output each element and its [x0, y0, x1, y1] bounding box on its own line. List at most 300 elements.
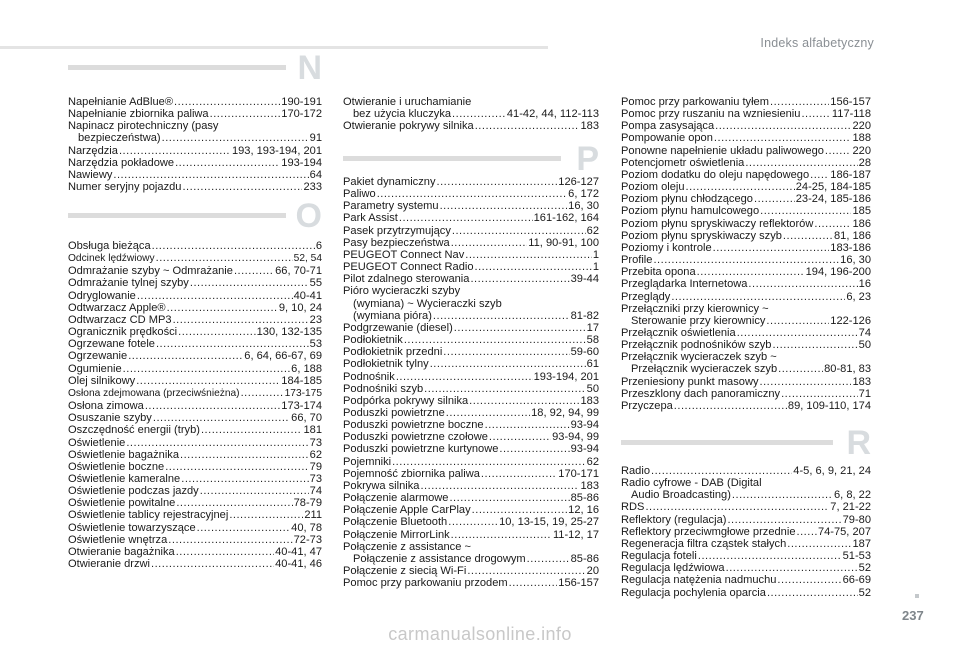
entry-label: Poziom płynu hamulcowego [621, 205, 760, 218]
leader-dots [760, 376, 852, 388]
entry-row [621, 254, 871, 266]
entry-pages: 173-174 [281, 400, 322, 413]
leader-dots [392, 456, 586, 468]
leader-dots [437, 176, 558, 188]
leader-dots [241, 387, 284, 399]
index-entry [343, 529, 599, 541]
index-entry [621, 303, 871, 327]
entry-pages: 28 [858, 156, 871, 169]
entry-label: PEUGEOT Connect Radio [343, 261, 474, 274]
leader-dots [825, 145, 852, 157]
entry-row [343, 108, 599, 120]
entry-row [68, 181, 322, 193]
entry-pages: 122-126 [830, 314, 871, 327]
leader-dots [123, 363, 291, 375]
entry-label: Oświetlenie wnętrza [68, 533, 168, 546]
entry-label: Poziomy i kontrole [621, 241, 712, 254]
entry-pages: 16, 30 [568, 200, 599, 213]
index-entry [343, 371, 599, 383]
entry-row [68, 169, 322, 181]
entry-pages: 17 [586, 321, 599, 334]
entry-pages: 53 [309, 338, 322, 351]
entry-pages: 52, 54 [293, 253, 322, 265]
entry-label: Poziom dodatku do oleju napędowego [621, 168, 810, 181]
entry-label: Oświetlenie podczas jazdy [68, 485, 199, 498]
entry-row [621, 514, 871, 526]
index-entry [68, 449, 322, 461]
entry-label: Pilot zdalnego sterowania [343, 273, 470, 286]
entry-label: Przeglądarka Internetowa [621, 278, 748, 291]
index-entry [68, 120, 322, 144]
entry-label: Przełącznik podnośników szyb [621, 339, 772, 352]
entry-label: Park Assist [343, 212, 398, 225]
entry-row [68, 558, 322, 570]
index-entry [343, 407, 599, 419]
leader-dots [485, 419, 570, 431]
entry-label: Poziom płynu spryskiwaczy szyb [621, 229, 782, 242]
leader-dots [136, 375, 280, 387]
entry-row [68, 412, 322, 424]
entry-pages: 193-194, 201 [533, 370, 599, 383]
leader-dots [726, 562, 858, 574]
entry-pages: 6, 8, 22 [833, 489, 871, 502]
section-rule [68, 213, 286, 218]
entry-row [68, 350, 322, 362]
entry-row [621, 181, 871, 193]
leader-dots [778, 363, 823, 375]
entry-label: Radio cyfrowe - DAB (Digital [621, 477, 762, 490]
entry-label: Podnośniki szyb [343, 382, 424, 395]
leader-dots [745, 157, 857, 169]
section-letter: P [576, 140, 599, 178]
entry-row [621, 388, 871, 400]
index-entry [68, 314, 322, 326]
entry-label: Narzędzia [68, 144, 118, 157]
index-entry [68, 437, 322, 449]
index-entry [621, 218, 871, 230]
leader-dots [424, 383, 585, 395]
leader-dots [440, 200, 568, 212]
leader-dots [174, 96, 280, 108]
entry-label: Poduszki powietrzne kurtynowe [343, 443, 499, 456]
index-entry [621, 169, 871, 181]
entry-row [68, 157, 322, 169]
watermark: carmanualsonline.info [388, 624, 572, 644]
entry-label: Przebita opona [621, 266, 696, 279]
entries-o-continued [343, 96, 599, 132]
leader-dots [754, 193, 795, 205]
entry-label: Pomoc przy parkowaniu tyłem [621, 96, 769, 108]
index-entry [343, 358, 599, 370]
entry-pages: 9, 10, 24 [278, 301, 322, 314]
entry-pages: 72-73 [293, 533, 322, 546]
entry-label: Połączenie Bluetooth [343, 516, 448, 529]
entry-pages: 156-157 [830, 96, 871, 108]
index-entry [68, 145, 322, 157]
entry-sublabel: (wymiana pióra) [353, 309, 432, 322]
index-entry [621, 587, 871, 599]
index-entry [621, 550, 871, 562]
entry-pages: 7, 21-22 [830, 501, 871, 514]
entry-row [343, 504, 599, 516]
index-entry [621, 96, 871, 108]
entry-label: Odryglowanie [68, 289, 136, 302]
leader-dots [481, 468, 557, 480]
entry-label: Odmrażanie tylnej szyby [68, 277, 189, 290]
entry-pages: 51-53 [842, 550, 871, 563]
leader-dots [180, 449, 309, 461]
index-entry [343, 334, 599, 346]
entry-row [343, 553, 599, 565]
leader-dots [766, 315, 829, 327]
leader-dots [234, 265, 274, 277]
entry-pages: 23 [309, 313, 322, 326]
entry-pages: 188 [852, 132, 871, 145]
index-entry [343, 468, 599, 480]
leader-dots [113, 169, 308, 181]
entry-label: Oświetlenie powitalne [68, 497, 176, 510]
entry-label: Podgrzewanie (diesel) [343, 321, 453, 334]
leader-dots [145, 400, 280, 412]
entry-pages: 16, 30 [840, 254, 871, 267]
index-entry [68, 375, 322, 387]
leader-dots [714, 132, 852, 144]
entry-label: Przełączniki przy kierownicy ~ [621, 302, 769, 315]
entry-row [68, 252, 322, 265]
entry-pages: 93-94, 99 [552, 431, 599, 444]
entry-row [621, 230, 871, 242]
entry-label: Olej silnikowy [68, 374, 136, 387]
index-entry [343, 249, 599, 261]
index-entry [621, 465, 871, 477]
entry-pages: 233 [303, 181, 322, 194]
entry-pages: 85-86 [570, 552, 599, 565]
entry-label: Pasek przytrzymujący [343, 224, 451, 237]
index-entry [68, 509, 322, 521]
entry-row [343, 431, 599, 443]
entry-row [621, 489, 871, 501]
entry-row [343, 529, 599, 541]
entry-label: Przyczepa [621, 399, 673, 412]
entry-label: Pojemność zbiornika paliwa [343, 467, 480, 480]
leader-dots [404, 334, 586, 346]
entries-o [68, 240, 322, 570]
entry-pages: 74 [858, 326, 871, 339]
entry-pages: 187 [852, 537, 871, 550]
leader-dots [451, 529, 552, 541]
entry-label: Potencjometr oświetlenia [621, 156, 745, 169]
entry-row [343, 310, 599, 322]
entry-row [68, 265, 322, 277]
index-entry [343, 456, 599, 468]
section-letter: O [295, 197, 322, 235]
entry-label: Ogumienie [68, 362, 122, 375]
entry-pages: 161-162, 164 [533, 212, 599, 225]
entry-label: Połączenie MirrorLink [343, 528, 450, 541]
entry-pages: 16 [858, 278, 871, 291]
leader-dots [472, 504, 568, 516]
index-entry [68, 326, 322, 338]
entry-label: Przełącznik wycieraczek szyb ~ [621, 351, 777, 364]
leader-dots [173, 314, 309, 326]
entry-row [343, 225, 599, 237]
entry-pages: 66, 70-71 [275, 265, 322, 278]
entry-label: Odmrażanie szyby ~ Odmrażanie [68, 265, 233, 278]
entry-row [68, 290, 322, 302]
entry-label: Radio [621, 465, 650, 477]
index-entry [621, 205, 871, 217]
index-entry [621, 145, 871, 157]
section-header-n [68, 48, 322, 88]
leader-dots [651, 465, 792, 477]
index-entry [343, 96, 599, 120]
entry-pages: 185 [852, 205, 871, 218]
index-entry [621, 526, 871, 538]
leader-dots [737, 327, 858, 339]
entry-row [621, 574, 871, 586]
entry-label: Pojemniki [343, 455, 392, 468]
leader-dots [200, 485, 309, 497]
entry-row [68, 522, 322, 534]
entry-label: Oświetlenie towarzyszące [68, 521, 196, 534]
leader-dots [433, 310, 570, 322]
entry-row [343, 492, 599, 504]
section-header-p [343, 139, 599, 179]
entry-row [343, 249, 599, 261]
entry-row [621, 132, 871, 144]
leader-dots [197, 522, 291, 534]
index-entry [343, 480, 599, 492]
entry-label: Reflektory przeciwmgłowe przednie [621, 525, 796, 538]
index-entry [621, 266, 871, 278]
leader-dots [420, 480, 579, 492]
entry-pages: 183-186 [830, 241, 871, 254]
index-entry [343, 273, 599, 285]
entry-pages: 126-127 [558, 176, 599, 188]
entry-label: Nawiewy [68, 168, 113, 181]
index-entry [68, 400, 322, 412]
leader-dots [499, 443, 569, 455]
entry-row [68, 363, 322, 375]
entry-row [343, 358, 599, 370]
index-entry [621, 181, 871, 193]
entry-label: Pompa zasysająca [621, 120, 715, 133]
section-rule [621, 440, 833, 445]
entry-pages: 183 [580, 120, 599, 133]
leader-dots [128, 350, 243, 362]
index-entry [343, 176, 599, 188]
page-header-title: Indeks alfabetyczny [760, 36, 874, 50]
index-entry [68, 497, 322, 509]
entry-row [621, 145, 871, 157]
index-entry [621, 193, 871, 205]
entry-pages: 78-79 [293, 497, 322, 510]
entry-pages: 66, 70 [291, 412, 322, 425]
entry-label: Oświetlenie tablicy rejestracyjnej [68, 509, 229, 522]
entry-row [68, 96, 322, 108]
entry-pages: 11-12, 17 [552, 528, 599, 541]
entry-pages: 62 [586, 224, 599, 237]
leader-dots [168, 534, 292, 546]
entry-pages: 170-171 [558, 467, 599, 480]
entry-label: Poziom płynu chłodzącego [621, 193, 753, 206]
entry-label: Regulacja lędźwiowa [621, 562, 725, 575]
leader-dots [448, 516, 498, 528]
leader-dots [527, 553, 570, 565]
entry-row [343, 334, 599, 346]
leader-dots [182, 181, 302, 193]
index-entry [343, 225, 599, 237]
leader-dots [465, 249, 592, 261]
entry-pages: 18, 92, 94, 99 [531, 406, 599, 419]
entry-label: Przełącznik oświetlenia [621, 326, 736, 339]
entry-label: Osuszanie szyby [68, 412, 152, 425]
entry-row [621, 562, 871, 574]
index-entry [343, 577, 599, 589]
entry-pages: 117-118 [831, 108, 871, 121]
leader-dots [674, 400, 787, 412]
page-number: 237 [902, 608, 924, 623]
entry-pages: 4-5, 6, 9, 21, 24 [793, 465, 871, 477]
leader-dots [475, 120, 580, 132]
leader-dots [449, 492, 569, 504]
leader-dots [475, 261, 592, 273]
leader-dots [727, 514, 841, 526]
index-entry [343, 285, 599, 321]
entry-row [343, 468, 599, 480]
index-entry [621, 400, 871, 412]
leader-dots [671, 291, 845, 303]
entry-label: Otwieranie drzwi [68, 558, 150, 571]
entry-pages: 181 [303, 424, 322, 437]
entry-row [68, 497, 322, 509]
entry-sublabel: Połączenie z assistance drogowym [353, 552, 526, 565]
section-rule [343, 156, 561, 161]
index-entry [68, 534, 322, 546]
leader-dots [772, 339, 857, 351]
entry-label: Podłokietnik tylny [343, 358, 429, 371]
entry-pages: 79 [309, 460, 322, 473]
entry-pages: 130, 132-135 [256, 326, 322, 339]
entry-row [343, 443, 599, 455]
leader-dots [509, 577, 558, 589]
entry-label: Połączenie alarmowe [343, 492, 449, 505]
entry-pages: 186 [852, 217, 871, 230]
entry-pages: 81, 186 [833, 229, 871, 242]
entry-row [621, 108, 871, 120]
index-entry [343, 200, 599, 212]
leader-dots [175, 157, 280, 169]
entry-row [621, 120, 871, 132]
entry-label: Ogranicznik prędkości [68, 326, 178, 339]
entry-row [68, 302, 322, 314]
leader-dots [686, 181, 795, 193]
entry-pages: 41-42, 44, 112-113 [506, 108, 599, 121]
leader-dots [713, 242, 830, 254]
leader-dots [126, 437, 308, 449]
leader-dots [443, 346, 569, 358]
leader-dots [797, 526, 817, 538]
entry-label: Osłona zimowa [68, 400, 144, 413]
leader-dots [653, 254, 839, 266]
leader-dots [452, 225, 586, 237]
entry-row [343, 577, 599, 589]
entry-pages: 6, 64, 66-67, 69 [244, 350, 322, 363]
entry-label: Pasy bezpieczeństwa [343, 236, 450, 249]
entry-row [343, 516, 599, 528]
leader-dots [760, 205, 851, 217]
entry-row [621, 465, 871, 477]
entry-label: Przeszklony dach panoramiczny [621, 387, 781, 400]
index-entry [621, 388, 871, 400]
entry-row [68, 277, 322, 289]
index-entry [68, 252, 322, 265]
leader-dots [167, 302, 278, 314]
leader-dots [697, 266, 805, 278]
leader-dots [119, 145, 231, 157]
entry-pages: 6 [315, 240, 322, 252]
entries-p-continued [621, 96, 871, 412]
entry-row [343, 261, 599, 273]
entry-row [68, 326, 322, 338]
entry-pages: 220 [852, 144, 871, 157]
entry-pages: 39-44 [570, 273, 599, 286]
entry-label: Podłokietnik [343, 334, 403, 347]
entry-row [621, 327, 871, 339]
leader-dots [451, 237, 528, 249]
entry-label: Podnośnik [343, 370, 395, 383]
entry-label: RDS [621, 501, 645, 514]
entry-label: Regeneracja filtra cząstek stałych [621, 537, 787, 550]
index-entry [343, 395, 599, 407]
entry-label: Napełnianie AdBlue® [68, 96, 174, 108]
leader-dots [467, 565, 585, 577]
entry-sublabel: bez użycia kluczyka [353, 108, 452, 121]
entry-pages: 173-175 [284, 387, 322, 399]
entry-pages: 93-94 [570, 419, 599, 432]
index-entry [68, 96, 322, 108]
leader-dots [176, 497, 292, 509]
index-entry [68, 265, 322, 277]
index-entry [68, 424, 322, 436]
index-entry [621, 230, 871, 242]
index-entry [621, 278, 871, 290]
index-entry [621, 327, 871, 339]
index-entry [621, 477, 871, 501]
entry-label: Profile [621, 254, 653, 267]
leader-dots [469, 395, 579, 407]
index-entry [343, 541, 599, 565]
leader-dots [770, 96, 829, 108]
entry-row [621, 266, 871, 278]
entry-pages: 50 [586, 382, 599, 395]
leader-dots [190, 277, 309, 289]
index-entry [343, 565, 599, 577]
leader-dots [176, 546, 274, 558]
entry-label: Połączenie z siecią Wi-Fi [343, 565, 467, 577]
entry-pages: 6, 172 [568, 188, 599, 201]
entry-label: Napełnianie zbiornika paliwa [68, 108, 209, 121]
entry-label: Poduszki powietrzne [343, 406, 445, 419]
entry-row [68, 534, 322, 546]
entry-pages: 6, 188 [291, 362, 322, 375]
entry-pages: 61 [586, 358, 599, 371]
index-entry [621, 242, 871, 254]
index-entry [621, 376, 871, 388]
entry-pages: 66-69 [842, 574, 871, 587]
index-entry [68, 290, 322, 302]
entry-row [343, 176, 599, 188]
